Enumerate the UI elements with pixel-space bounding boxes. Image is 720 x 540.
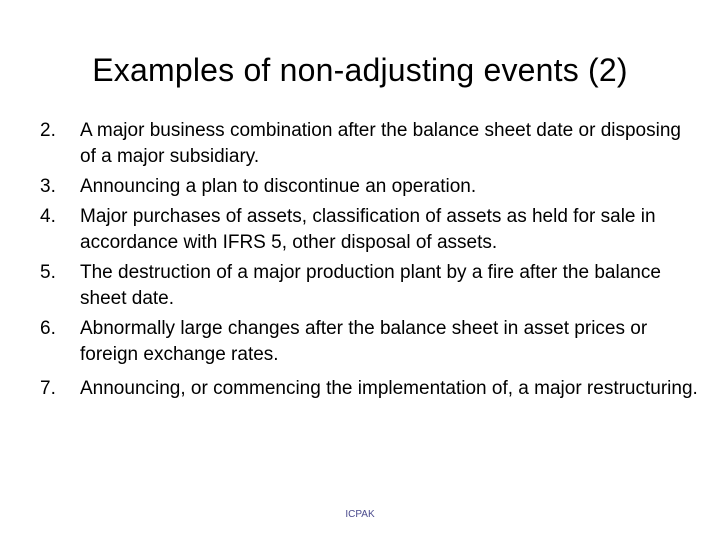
footer-label: ICPAK <box>345 509 375 520</box>
list-item-number: 3. <box>40 176 56 197</box>
list-item <box>40 260 700 312</box>
list-item <box>40 372 700 406</box>
list-item-text: Announcing, or commencing the implementation of, a major restructuring. <box>80 378 698 399</box>
list-item-number: 5. <box>40 262 56 283</box>
list-item <box>40 316 700 368</box>
list-item-text: The destruction of a major production plant by a fire after the balance sheet date. <box>80 262 661 309</box>
list-item <box>40 118 700 170</box>
list-item-number: 2. <box>40 120 56 141</box>
event-list <box>40 118 700 410</box>
list-item <box>40 204 700 256</box>
list-item-text: Major purchases of assets, classification of assets as held for sale in accordance with IFRS 5, other disposal of assets. <box>80 206 656 253</box>
list-item-number: 6. <box>40 318 56 339</box>
list-item-number: 4. <box>40 206 56 227</box>
list-item-number: 7. <box>40 378 56 399</box>
list-item-text: A major business combination after the balance sheet date or disposing of a major subsidiary. <box>80 120 681 167</box>
list-item-text: Announcing a plan to discontinue an operation. <box>80 176 477 197</box>
list-item-text: Abnormally large changes after the balance sheet in asset prices or foreign exchange rates. <box>80 318 648 365</box>
list-item <box>40 174 700 200</box>
slide-title: Examples of non-adjusting events (2) <box>92 52 628 88</box>
